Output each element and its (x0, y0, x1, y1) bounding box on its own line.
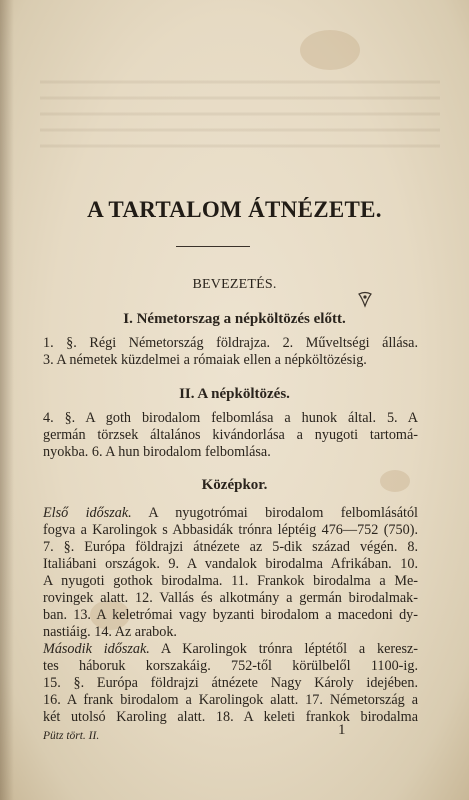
section2-line: germán törzsek általános kivándorlása a nyugoti tartomá- (43, 427, 418, 443)
section1-line: 1. §. Régi Németország földrajza. 2. Műveltségi állása. (43, 335, 418, 351)
bevezetes-heading: BEVEZETÉS. (192, 277, 277, 292)
kozepkor-line: két utolsó Karoling alatt. 18. A keleti frankok birodalma (43, 709, 418, 725)
section2-line: nyokba. 6. A hun birodalom felbomlása. (43, 444, 271, 460)
page-number: 1 (338, 722, 346, 738)
foxing-stain (300, 30, 360, 70)
kozepkor-line: 16. A frank birodalom a Karolingok alatt. 17. Németország a (43, 692, 418, 708)
section1-heading: I. Németorszag a népköltözés előtt. (123, 311, 346, 327)
kozepkor-line: rovingek alatt. 12. Vallás és alkotmány a germán birodalmak- (43, 590, 418, 606)
kozepkor-line: ban. 13. A keletrómai vagy byzanti birodalom a macedoni dy- (43, 607, 418, 623)
kozepkor-line: Második időszak. A Karolingok trónra léptétől a keresz- (43, 641, 418, 657)
section2-line: 4. §. A goth birodalom felbomlása a hunok által. 5. A (43, 410, 418, 426)
kozepkor-line: nastiáig. 14. Az arabok. (43, 624, 177, 640)
kozepkor-line: Első időszak. A nyugotrómai birodalom felbomlásától (43, 505, 419, 521)
bleed-through-text (40, 70, 440, 160)
kozepkor-line: fogva a Karolingok s Abbasidák trónra léptéig 476—752 (750). (43, 522, 418, 538)
ornament-icon (356, 290, 374, 308)
kozepkor-line: 7. §. Európa földrajzi átnézete az 5-dik század végén. 8. (43, 539, 418, 555)
kozepkor-line: A nyugoti gothok birodalma. 11. Frankok birodalma a Me- (43, 573, 418, 589)
signature-mark: Pütz tört. II. (43, 730, 100, 742)
kozepkor-heading: Középkor. (201, 477, 268, 493)
title-rule (176, 246, 250, 247)
kozepkor-line: tes háboruk korszakáig. 752-től körülbelől 1100-ig. (43, 658, 418, 674)
section2-heading: II. A népköltözés. (179, 386, 290, 402)
page-title: A TARTALOM ÁTNÉZETE. (87, 197, 382, 222)
kozepkor-line: 15. §. Európa földrajzi átnézete Nagy Károly idejében. (43, 675, 418, 691)
kozepkor-line: Italiábani országok. 9. A vandalok birodalma Afrikában. 10. (43, 556, 418, 572)
section1-line: 3. A németek küzdelmei a rómaiak ellen a népköltözésig. (43, 352, 367, 368)
